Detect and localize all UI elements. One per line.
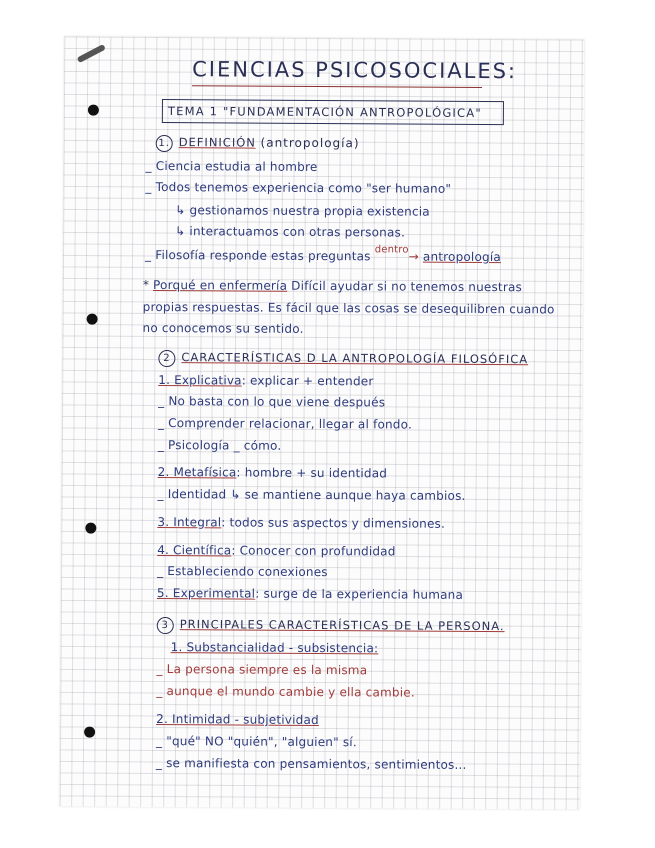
binder-hole xyxy=(88,105,99,116)
section1-paren: (antropología) xyxy=(260,135,360,151)
section3-line: _ "qué" NO "quién", "alguien" sí. xyxy=(156,733,357,750)
section3-sub2 xyxy=(156,712,319,727)
section2-item: _ No basta con lo que viene después xyxy=(158,393,386,410)
section3-heading-row xyxy=(157,617,505,636)
section1-line: _ Ciencia estudia al hombre xyxy=(145,158,318,174)
arrow-target: antropología xyxy=(422,249,501,265)
title-underline xyxy=(192,85,482,88)
item-text: : hombre + su identidad xyxy=(236,465,388,481)
section2-heading-row xyxy=(158,350,528,369)
item-text: : Conocer con profundidad xyxy=(231,543,396,559)
porque-text: Difícil ayudar si no tenemos nuestras xyxy=(291,278,523,295)
section3-heading: PRINCIPALES CARACTERÍSTICAS DE LA PERSONA. xyxy=(179,617,505,634)
binder-hole xyxy=(87,314,98,325)
star-icon: * xyxy=(142,277,150,292)
section2-item: _ Identidad ↳ se mantiene aunque haya cambios. xyxy=(157,486,466,503)
item-text: : surge de la experiencia humana xyxy=(255,586,464,602)
tema-heading: TEMA 1 "FUNDAMENTACIÓN ANTROPOLÓGICA" xyxy=(167,104,482,120)
sub1-heading: 1. Substancialidad - subsistencia: xyxy=(170,640,379,656)
page-title: CIENCIAS PSICOSOCIALES: xyxy=(192,57,518,84)
section1-line: _ Filosofía responde estas preguntas xyxy=(144,247,371,264)
section1-line-row xyxy=(144,244,501,265)
section1-line: ↳ interactuamos con otras personas. xyxy=(175,224,406,240)
binder-hole xyxy=(84,727,95,738)
porque-text: propias respuestas. Es fácil que las cosas se desequilibren cuando xyxy=(142,299,555,317)
section2-item xyxy=(158,465,388,480)
item-label: 3. Integral xyxy=(157,514,222,530)
arrow-label: dentro xyxy=(374,244,409,256)
paper-clip-icon xyxy=(77,44,106,63)
binder-hole xyxy=(85,523,96,534)
porque-label: Porqué en enfermería xyxy=(153,277,288,293)
section1-heading-row xyxy=(156,135,360,153)
section1-line: _ Todos tenemos experiencia como "ser humano" xyxy=(145,179,452,196)
section1-line: ↳ gestionamos nuestra propia existencia xyxy=(175,203,430,219)
section2-item: _ Comprender relacionar, llegar al fondo. xyxy=(157,415,413,432)
item-label: 1. Explicativa xyxy=(158,372,242,388)
item-text: : explicar + entender xyxy=(241,373,374,389)
section3-line: _ La persona siempre es la misma xyxy=(156,661,368,678)
item-text: : todos sus aspectos y dimensiones. xyxy=(221,515,446,531)
porque-row xyxy=(143,278,522,294)
sub2-heading: 2. Intimidad - subjetividad xyxy=(156,711,319,727)
section2-item xyxy=(157,586,463,602)
section2-heading: CARACTERÍSTICAS D LA ANTROPOLOGÍA FILOSÓFICA xyxy=(181,350,529,367)
section2-item xyxy=(157,543,395,558)
section2-item xyxy=(157,515,445,531)
item-label: 5. Experimental xyxy=(156,585,256,601)
item-label: 4. Científica xyxy=(157,542,232,558)
section2-number: 2 xyxy=(158,350,175,367)
arrow-icon: → xyxy=(408,249,419,264)
section3-number: 3 xyxy=(157,617,174,634)
section3-line: _ aunque el mundo cambie y ella cambie. xyxy=(156,683,415,700)
section1-heading: DEFINICIÓN xyxy=(178,135,256,150)
item-label: 2. Metafísica xyxy=(157,464,237,480)
section2-item: _ Psicología _ cómo. xyxy=(157,437,282,453)
section3-sub1 xyxy=(171,640,379,655)
notebook-page xyxy=(60,36,585,809)
section3-line: _ se manifiesta con pensamientos, sentimientos... xyxy=(155,755,467,772)
section1-number: 1. xyxy=(156,135,173,152)
section2-item: _ Estableciendo conexiones xyxy=(157,563,328,580)
porque-text: no conocemos su sentido. xyxy=(142,320,304,336)
section2-item xyxy=(158,373,373,388)
